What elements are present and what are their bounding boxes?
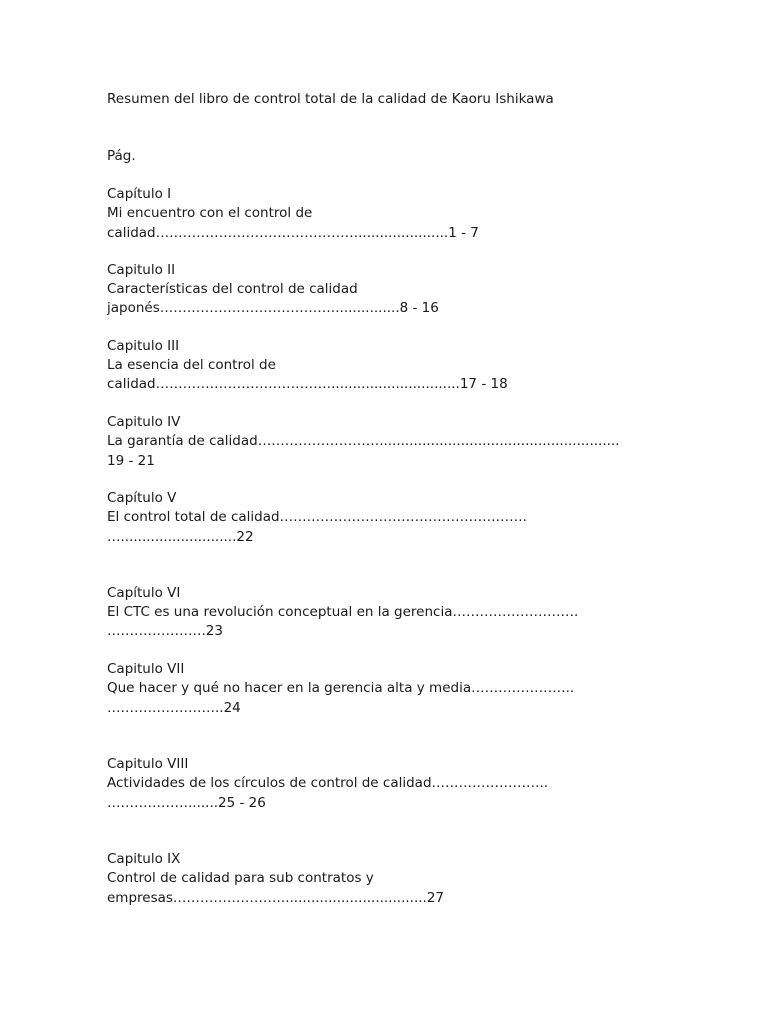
chapter-leader-line: …...........................22	[107, 529, 254, 545]
chapter-leader-line: ………………….23	[107, 623, 223, 639]
chapter-page-line: 19 - 21	[107, 453, 155, 469]
chapter-title-line: Control de calidad para sub contratos y	[107, 870, 374, 886]
chapter-heading: Capitulo VII	[107, 661, 185, 677]
chapter-heading: Capitulo IV	[107, 414, 181, 430]
chapter-heading: Capitulo III	[107, 338, 180, 354]
chapter-leader-line: empresas……………………..................................27	[107, 890, 445, 906]
chapter-heading: Capítulo V	[107, 490, 177, 506]
chapter-leader-line: calidad…………………………………..............................17 - 18	[107, 376, 508, 392]
chapter-title-line: Características del control de calidad	[107, 281, 358, 297]
chapter-leader-line: calidad……………………………………….....................1 - 7	[107, 225, 479, 241]
chapter-title-line: La garantía de calidad………………………........................................................	[107, 433, 620, 449]
chapter-heading: Capítulo I	[107, 186, 172, 202]
chapter-title-line: El CTC es una revolución conceptual en la gerencia……………………….	[107, 604, 579, 620]
chapter-leader-line: ……………………..24	[107, 700, 241, 716]
chapter-heading: Capitulo IX	[107, 851, 181, 867]
chapter-leader-line: japonés…………………………………...............8 - 16	[107, 300, 439, 316]
chapter-heading: Capitulo VIII	[107, 756, 189, 772]
chapter-heading: Capítulo VI	[107, 585, 181, 601]
chapter-title-line: Que hacer y qué no hacer en la gerencia alta y media…………………..	[107, 680, 575, 696]
page-column-header: Pág.	[107, 148, 136, 164]
chapter-title-line: El control total de calidad……………………………………………….	[107, 509, 527, 525]
chapter-title-line: Actividades de los círculos de control de calidad……………………..	[107, 775, 549, 791]
chapter-title-line: La esencia del control de	[107, 357, 276, 373]
chapter-heading: Capitulo II	[107, 262, 176, 278]
document-title: Resumen del libro de control total de la calidad de Kaoru Ishikawa	[107, 91, 554, 107]
chapter-title-line: Mi encuentro con el control de	[107, 205, 313, 221]
chapter-leader-line: ……………….......25 - 26	[107, 795, 266, 811]
